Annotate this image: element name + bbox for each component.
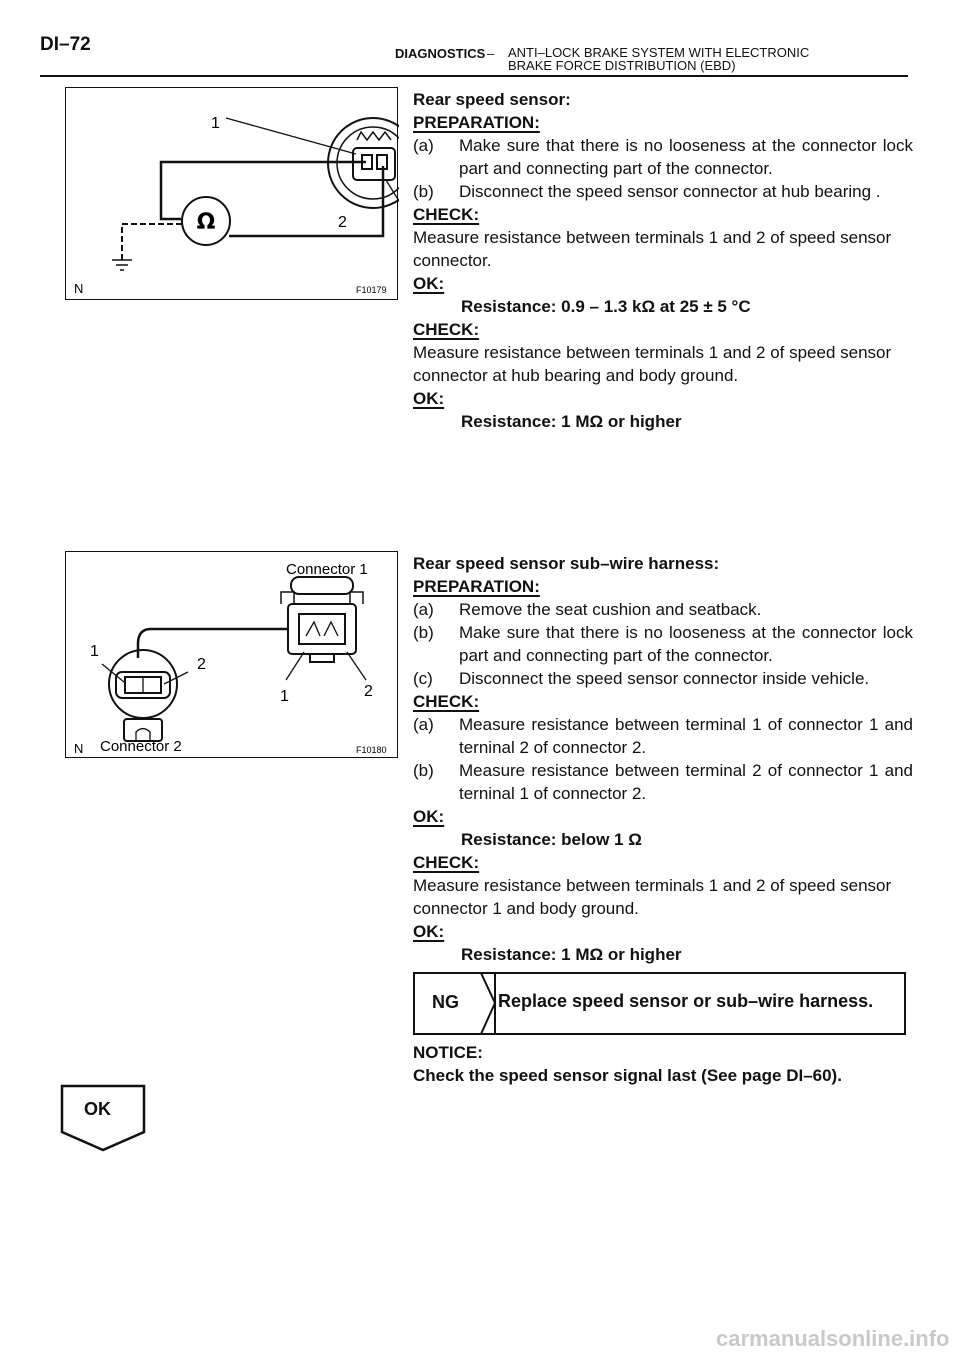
section1-ok1-text: Resistance: 0.9 – 1.3 kΩ at 25 ± 5 °C <box>461 297 751 316</box>
section1-check1-heading: CHECK: <box>413 205 480 224</box>
c1-label-2-pointer <box>347 652 366 680</box>
section1-check2-heading: CHECK: <box>413 320 480 339</box>
connector1-terminal-window <box>299 614 345 644</box>
ohm-symbol: Ω <box>196 210 216 235</box>
watermark: carmanualsonline.info <box>716 1326 950 1351</box>
harness-wire <box>138 629 288 658</box>
figure-speed-sensor <box>65 87 398 300</box>
section2-check1-item-b <box>413 759 913 805</box>
harness-diagram <box>66 552 399 759</box>
item-label: (b) <box>413 761 434 780</box>
item-text: Measure resistance between terminal 2 of connector 1 and terninal 1 of connector 2. <box>459 761 913 803</box>
fig1-id: F10179 <box>356 285 387 295</box>
item-text: Make sure that there is no looseness at the connector lock part and connecting part of the connector. <box>459 623 913 665</box>
c2-label-2: 2 <box>197 656 206 673</box>
fig1-label-1: 1 <box>211 115 220 132</box>
section1-prep-item-a <box>413 134 913 180</box>
c1-label-2: 2 <box>364 683 373 700</box>
sensor-latch <box>357 132 391 140</box>
section1-ok2-text: Resistance: 1 MΩ or higher <box>461 412 682 431</box>
header-rule <box>40 75 908 77</box>
item-label: (a) <box>413 715 434 734</box>
connector1-title: Connector 1 <box>286 561 368 578</box>
c1-label-1-pointer <box>286 652 304 680</box>
section1-prep-item-b <box>413 180 913 203</box>
section2-check2-text: Measure resistance between terminals 1 and 2 of speed sensor connector 1 and body ground. <box>413 876 892 918</box>
fig2-id: F10180 <box>356 745 387 755</box>
section-rear-speed-sensor <box>413 88 913 433</box>
ok-result-tag <box>60 1084 150 1156</box>
section2-prep-heading: PREPARATION: <box>413 577 540 596</box>
section1-check2-text: Measure resistance between terminals 1 and 2 of speed sensor connector at hub bearing and body ground. <box>413 343 892 385</box>
meter-lead-2 <box>229 166 383 236</box>
item-text: Remove the seat cushion and seatback. <box>459 600 762 619</box>
section2-check1-heading: CHECK: <box>413 692 480 711</box>
fig1-corner-n: N <box>74 281 84 296</box>
sensor-terminal-housing <box>353 148 395 180</box>
section2-check1-item-a <box>413 713 913 759</box>
section2-prep-item-a <box>413 598 913 621</box>
section2-ok1-text: Resistance: below 1 Ω <box>461 830 642 849</box>
header-title-line2: BRAKE FORCE DISTRIBUTION (EBD) <box>508 58 736 73</box>
item-text: Measure resistance between terminal 1 of connector 1 and terninal 2 of connector 2. <box>459 715 913 757</box>
c1-label-1: 1 <box>280 688 289 705</box>
fig1-label-2: 2 <box>338 214 347 231</box>
ok-label: OK <box>84 1099 111 1119</box>
c2-label-1: 1 <box>90 643 99 660</box>
section1-prep-heading: PREPARATION: <box>413 113 540 132</box>
fig2-corner-n: N <box>74 741 84 756</box>
ng-label: NG <box>432 992 459 1012</box>
section-sub-wire-harness <box>413 552 913 966</box>
section2-prep-item-c <box>413 667 913 690</box>
header-title <box>508 46 809 72</box>
item-label: (b) <box>413 623 434 642</box>
section2-ok2-heading: OK: <box>413 922 445 941</box>
connector2-title: Connector 2 <box>100 738 182 755</box>
section1-ok2-heading: OK: <box>413 389 445 408</box>
connector1-top-latch <box>291 577 353 594</box>
meter-lead-1 <box>161 162 366 219</box>
section1-title: Rear speed sensor: <box>413 90 571 109</box>
header-title-line1: ANTI–LOCK BRAKE SYSTEM WITH ELECTRONIC <box>508 45 810 60</box>
connector1-key <box>310 654 334 662</box>
ng-action-text: Replace speed sensor or sub–wire harness. <box>498 991 874 1011</box>
notice-heading: NOTICE: <box>413 1043 483 1062</box>
item-label: (b) <box>413 182 434 201</box>
section1-ok1-heading: OK: <box>413 274 445 293</box>
header-section: DIAGNOSTICS <box>395 46 486 61</box>
item-text: Disconnect the speed sensor connector inside vehicle. <box>459 669 870 688</box>
section1-check1-text: Measure resistance between terminals 1 and 2 of speed sensor connector. <box>413 228 892 270</box>
item-text: Disconnect the speed sensor connector at hub bearing . <box>459 182 881 201</box>
header-dash: – <box>487 46 495 61</box>
item-label: (a) <box>413 136 434 155</box>
ground-lead <box>122 224 182 260</box>
figure-sub-wire-harness <box>65 551 398 758</box>
section2-title: Rear speed sensor sub–wire harness: <box>413 554 720 573</box>
item-label: (a) <box>413 600 434 619</box>
sensor-diagram <box>66 88 399 301</box>
page-code: DI–72 <box>40 34 91 55</box>
section2-ok1-heading: OK: <box>413 807 445 826</box>
section2-check2-heading: CHECK: <box>413 853 480 872</box>
connector1-terminals <box>306 622 338 636</box>
section2-ok2-text: Resistance: 1 MΩ or higher <box>461 945 682 964</box>
item-text: Make sure that there is no looseness at the connector lock part and connecting part of the connector. <box>459 136 913 178</box>
ground-symbol-icon <box>112 260 132 270</box>
section2-prep-item-b <box>413 621 913 667</box>
notice-text: Check the speed sensor signal last (See page DI–60). <box>413 1066 842 1085</box>
item-label: (c) <box>413 669 433 688</box>
notice-block <box>413 1041 913 1087</box>
